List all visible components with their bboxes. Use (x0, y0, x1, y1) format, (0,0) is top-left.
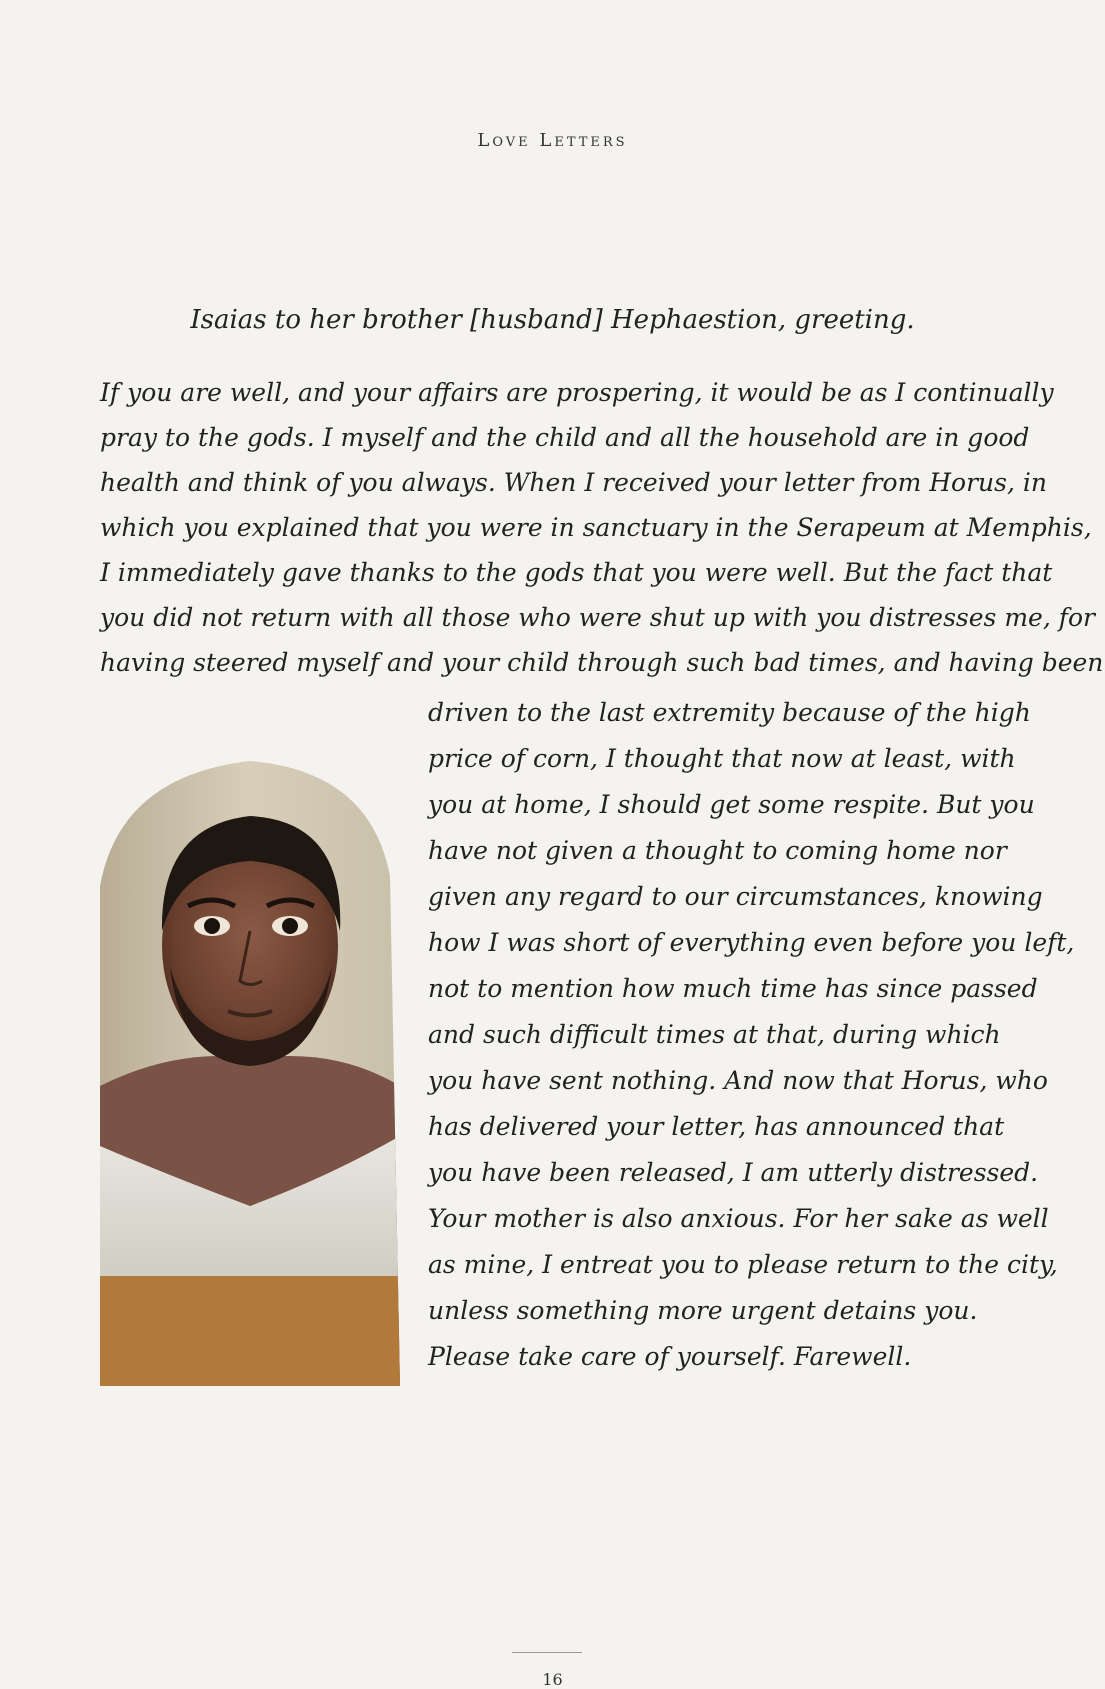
letter-line: have not given a thought to coming home nor (428, 836, 1007, 865)
letter-line: Please take care of yourself. Farewell. (428, 1342, 912, 1371)
letter-salutation: Isaias to her brother [husband] Hephaestion, greeting. (190, 305, 915, 335)
letter-line: you at home, I should get some respite. But you (428, 790, 1035, 819)
letter-line: health and think of you always. When I received your letter from Horus, in (100, 468, 1047, 497)
letter-line: and such difficult times at that, during which (428, 1020, 1001, 1049)
letter-line: you have been released, I am utterly distressed. (428, 1158, 1039, 1187)
letter-line: price of corn, I thought that now at least, with (428, 744, 1016, 773)
letter-line: you did not return with all those who were shut up with you distresses me, for (100, 603, 1095, 632)
letter-line: how I was short of everything even before you left, (428, 928, 1075, 957)
running-head: Love Letters (477, 130, 628, 151)
letter-line: having steered myself and your child through such bad times, and having been (100, 648, 1104, 677)
folio-rule (512, 1652, 582, 1653)
letter-line: driven to the last extremity because of the high (428, 698, 1031, 727)
letter-line: I immediately gave thanks to the gods that you were well. But the fact that (100, 558, 1053, 587)
letter-line: which you explained that you were in sanctuary in the Serapeum at Memphis, (100, 513, 1092, 542)
letter-line: given any regard to our circumstances, knowing (428, 882, 1043, 911)
letter-line: If you are well, and your affairs are prospering, it would be as I continually (100, 378, 1054, 407)
mummy-portrait-image (100, 756, 400, 1386)
letter-line: Your mother is also anxious. For her sake as well (428, 1204, 1049, 1233)
letter-line: unless something more urgent detains you. (428, 1296, 978, 1325)
letter-line: not to mention how much time has since passed (428, 974, 1038, 1003)
letter-line: you have sent nothing. And now that Horus, who (428, 1066, 1048, 1095)
letter-line: has delivered your letter, has announced that (428, 1112, 1005, 1141)
page-number: 16 (542, 1670, 563, 1689)
letter-line: as mine, I entreat you to please return to the city, (428, 1250, 1058, 1279)
letter-line: pray to the gods. I myself and the child and all the household are in good (100, 423, 1030, 452)
